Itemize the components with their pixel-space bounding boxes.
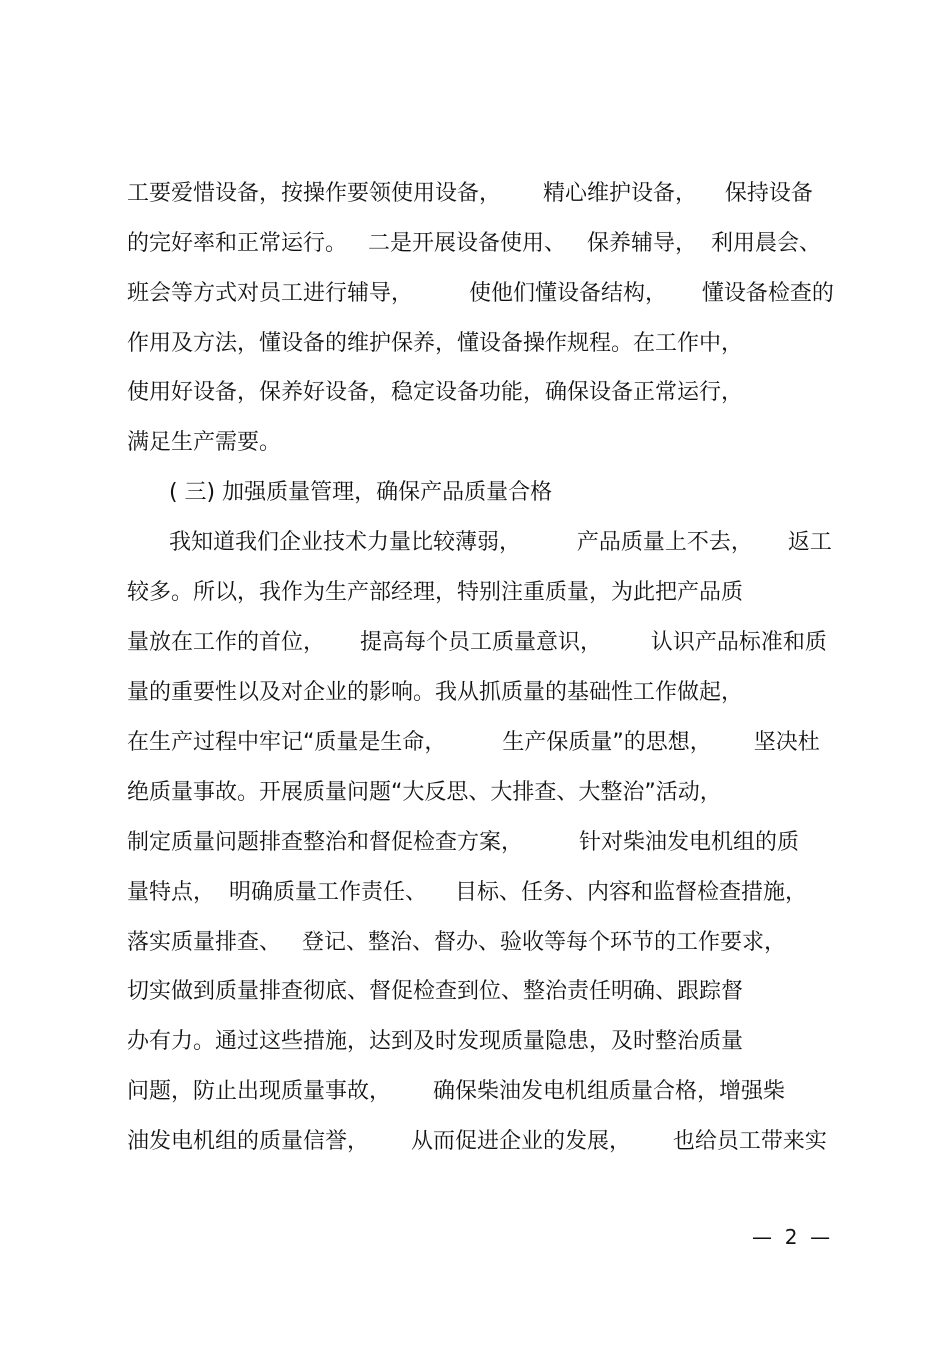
text-line: 工要爱惜设备，按操作要领使用设备， 精心维护设备， 保持设备 [127,181,813,206]
text-line: 较多。所以，我作为生产部经理，特别注重质量，为此把产品质 [127,580,744,605]
text-line: 制定质量问题排查整治和督促检查方案， 针对柴油发电机组的质 [127,830,799,855]
text-line: 办有力。通过这些措施，达到及时发现质量隐患，及时整治质量 [127,1029,744,1054]
text-line: 的完好率和正常运行。 二是开展设备使用、 保养辅导， 利用晨会、 [127,231,821,256]
text-line: 落实质量排查、 登记、整治、督办、验收等每个环节的工作要求， [127,930,786,955]
text-line: 班会等方式对员工进行辅导， 使他们懂设备结构， 懂设备检查的 [127,281,834,306]
text-line: 量放在工作的首位， 提高每个员工质量意识， 认识产品标准和质 [127,630,827,655]
text-line: 油发电机组的质量信誉， 从而促进企业的发展， 也给员工带来实 [127,1129,827,1154]
text-line: 绝质量事故。开展质量问题“大反思、大排查、大整治”活动， [127,780,722,805]
text-line: 使用好设备，保养好设备，稳定设备功能，确保设备正常运行， [127,380,744,405]
text-line: 满足生产需要。 [127,430,282,455]
text-line: 作用及方法，懂设备的维护保养，懂设备操作规程。在工作中， [127,331,744,356]
text-line: 量的重要性以及对企业的影响。我从抓质量的基础性工作做起， [127,680,744,705]
page-number: — 2 — [752,1225,831,1249]
text-line: 问题，防止出现质量事故， 确保柴油发电机组质量合格，增强柴 [127,1079,785,1104]
text-line: 在生产过程中牢记“质量是生命， 生产保质量”的思想， 坚决杜 [127,730,820,755]
text-line: 切实做到质量排查彻底、督促检查到位、整治责任明确、跟踪督 [127,979,744,1004]
text-line: 我知道我们企业技术力量比较薄弱， 产品质量上不去， 返工 [127,530,832,555]
section-heading: ( 三) 加强质量管理，确保产品质量合格 [127,480,553,505]
text-line: 量特点， 明确质量工作责任、 目标、任务、内容和监督检查措施， [127,880,807,905]
